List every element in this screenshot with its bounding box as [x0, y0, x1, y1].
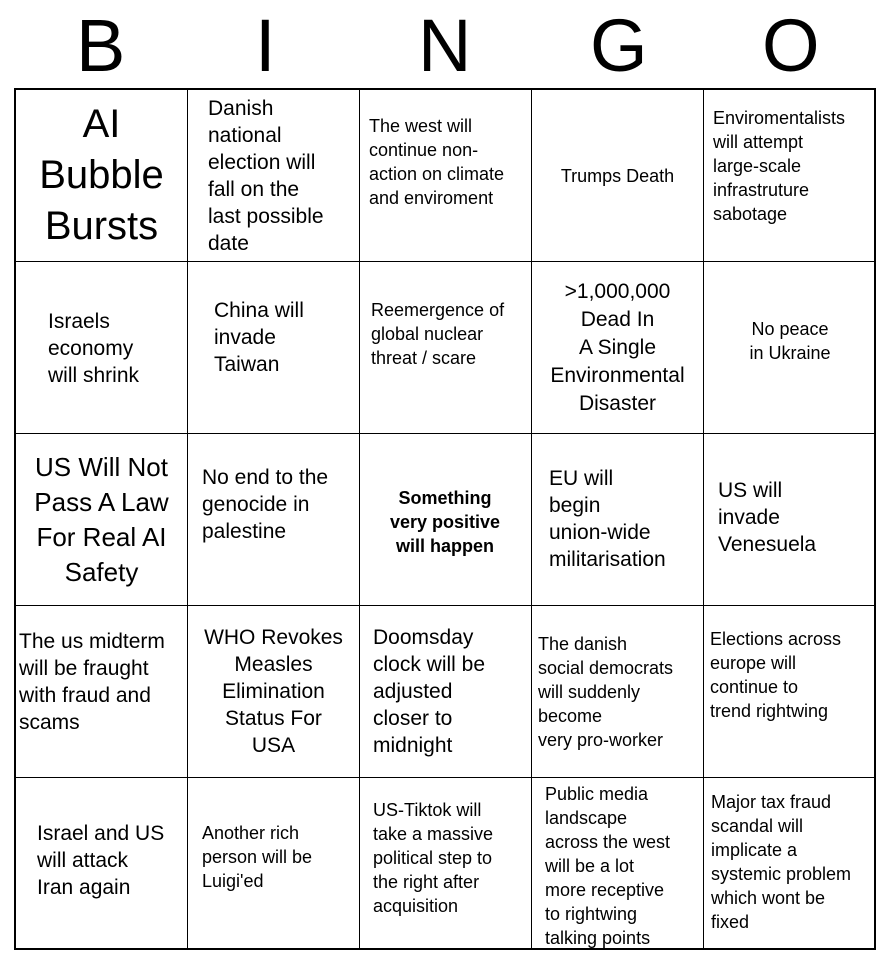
- cell-text: WHO Revokes Measles Elimination Status For USA: [204, 626, 343, 757]
- cell-text: Elections across europe will continue to trend rightwing: [710, 628, 842, 721]
- cell-text: China will invade Taiwan: [214, 299, 304, 376]
- bingo-cell[interactable]: [532, 606, 704, 778]
- cell-text: Danish national election will fall on the last possible date: [208, 96, 324, 255]
- cell-text: US Will Not Pass A Law For Real AI Safety: [34, 451, 169, 587]
- cell-text: Trumps Death: [560, 165, 675, 186]
- cell-text: Israels economy will shrink: [48, 310, 140, 387]
- bingo-cell[interactable]: [16, 262, 188, 434]
- cell-text: Doomsday clock will be adjusted closer to midnight: [373, 626, 486, 757]
- bingo-cell[interactable]: [704, 606, 876, 778]
- bingo-cell[interactable]: [360, 606, 532, 778]
- bingo-grid: [14, 88, 876, 950]
- bingo-cell[interactable]: [188, 262, 360, 434]
- cell-text: Major tax fraud scandal will implicate a systemic problem which wont be fixed: [711, 792, 852, 932]
- bingo-cell[interactable]: [360, 778, 532, 950]
- bingo-cell[interactable]: [360, 262, 532, 434]
- cell-text: No peace in Ukraine: [749, 318, 831, 363]
- bingo-cell[interactable]: [704, 90, 876, 262]
- cell-text: Another rich person will be Luigi'ed: [202, 823, 313, 891]
- title-letter-n: N: [418, 4, 472, 87]
- bingo-cell[interactable]: [360, 90, 532, 262]
- cell-text: The danish social democrats will suddenly become very pro-worker: [538, 633, 674, 750]
- cell-text: The us midterm will be fraught with fraud and scams: [19, 629, 165, 734]
- cell-text: No end to the genocide in palestine: [202, 466, 329, 543]
- bingo-cell[interactable]: [188, 90, 360, 262]
- cell-text: The west will continue non- action on climate and enviroment: [369, 115, 505, 208]
- bingo-title: [0, 0, 891, 88]
- bingo-cell[interactable]: [532, 262, 704, 434]
- bingo-cell[interactable]: [704, 434, 876, 606]
- title-letter-b: B: [76, 4, 126, 87]
- bingo-cell[interactable]: [532, 778, 704, 950]
- bingo-cell[interactable]: [188, 434, 360, 606]
- bingo-cell[interactable]: [532, 434, 704, 606]
- cell-text: >1,000,000 Dead In A Single Environmental Disaster: [550, 279, 685, 415]
- bingo-cell[interactable]: [188, 778, 360, 950]
- bingo-cell[interactable]: [16, 434, 188, 606]
- title-letter-i: I: [255, 4, 276, 87]
- bingo-cell[interactable]: [704, 778, 876, 950]
- cell-text: US will invade Venesuela: [718, 479, 817, 556]
- cell-text: Reemergence of global nuclear threat / scare: [371, 299, 505, 368]
- bingo-cell[interactable]: [360, 434, 532, 606]
- title-letter-g: G: [590, 4, 648, 87]
- cell-text: Public media landscape across the west will be a lot more receptive to rightwing talking points: [545, 784, 671, 948]
- bingo-cell[interactable]: [532, 90, 704, 262]
- cell-text: EU will begin union-wide militarisation: [549, 466, 666, 571]
- cell-text: Something very positive will happen: [390, 487, 501, 556]
- bingo-cell[interactable]: [16, 90, 188, 262]
- cell-text: AI Bubble Bursts: [39, 102, 164, 248]
- bingo-cell[interactable]: [16, 606, 188, 778]
- cell-text: Enviromentalists will attempt large-scale infrastruture sabotage: [713, 107, 846, 224]
- title-letter-o: O: [762, 4, 820, 87]
- bingo-cell[interactable]: [188, 606, 360, 778]
- cell-text: Israel and US will attack Iran again: [37, 821, 165, 899]
- cell-text: US-Tiktok will take a massive political step to the right after acquisition: [373, 800, 494, 916]
- bingo-cell[interactable]: [704, 262, 876, 434]
- bingo-cell[interactable]: [16, 778, 188, 950]
